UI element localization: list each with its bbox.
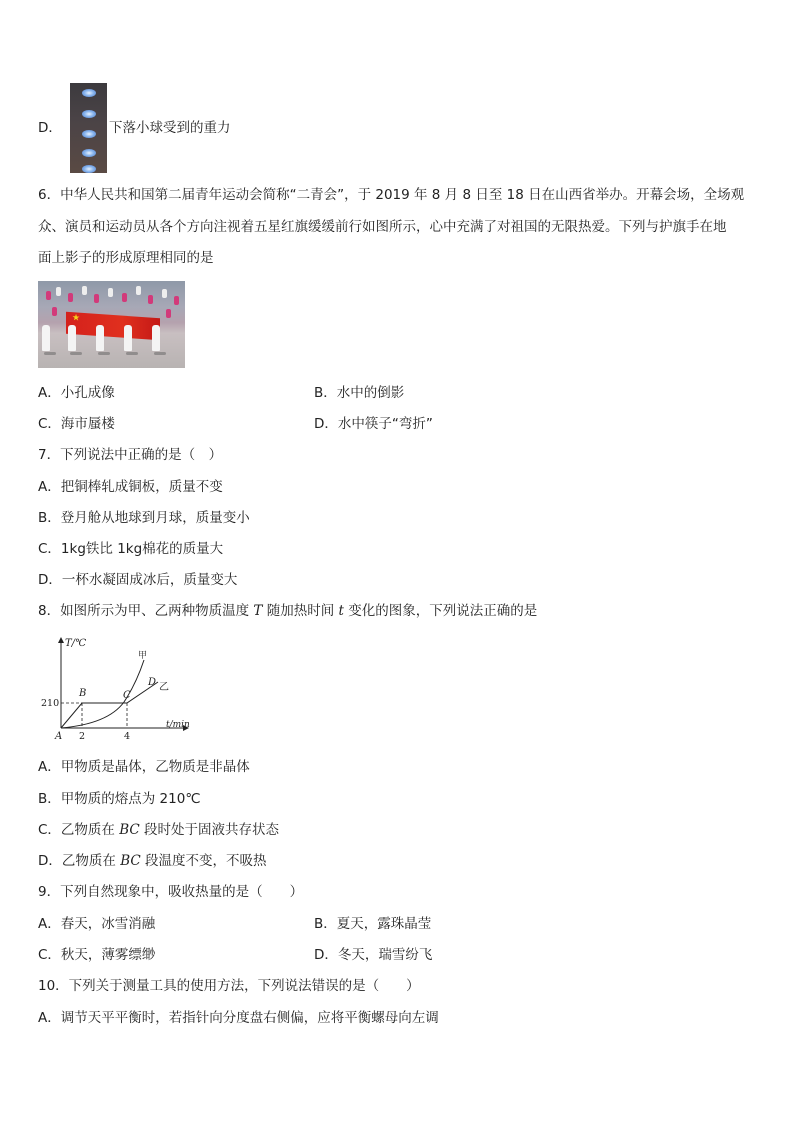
q8-option-b: B．甲物质的熔点为 210℃ (38, 791, 201, 807)
q8-option-a: A．甲物质是晶体，乙物质是非晶体 (38, 759, 250, 775)
q6-option-b: B．水中的倒影 (314, 385, 405, 401)
q8-option-d-pre: D．乙物质在 (38, 853, 121, 869)
q7-option-a: A．把铜棒轧成铜板，质量不变 (38, 479, 223, 495)
y-axis-label: T/℃ (65, 638, 87, 649)
y-tick-210: 210 (41, 698, 60, 709)
q8-stem-mid: 随加热时间 (262, 603, 339, 619)
q9-option-c: C．秋天，薄雾缥缈 (38, 947, 156, 963)
flag-parade-photo (38, 281, 185, 368)
q8-stem-pre: 8．如图所示为甲、乙两种物质温度 (38, 603, 254, 619)
flag-bearer (96, 325, 104, 351)
point-a-label: A (55, 731, 63, 742)
performer (82, 286, 87, 295)
q7-option-d: D．一杯水凝固成冰后，质量变大 (38, 572, 238, 588)
q8-option-d (38, 851, 267, 871)
ball-image-1 (82, 89, 96, 97)
q9-option-b: B．夏天，露珠晶莹 (314, 916, 432, 932)
curve-jia (61, 660, 144, 728)
bearer-shadow (70, 352, 82, 355)
flag-bearer (124, 325, 132, 351)
q9-option-d: D．冬天，瑞雪纷飞 (314, 947, 433, 963)
bearer-shadow (126, 352, 138, 355)
performer (46, 291, 51, 300)
q8-option-c-segment: BC (119, 822, 140, 838)
q6-option-d: D．水中筷子“弯折” (314, 416, 433, 432)
national-flag (66, 312, 160, 341)
x-tick-4: 4 (124, 731, 131, 742)
q8-stem-post: 变化的图象，下列说法正确的是 (343, 603, 538, 619)
q7-option-c: C．1kg铁比 1kg棉花的质量大 (38, 541, 224, 557)
performer (108, 288, 113, 297)
q5-option-d-text: 下落小球受到的重力 (109, 120, 231, 136)
point-b-label: B (79, 688, 87, 699)
q8-option-c (38, 820, 279, 840)
q9-option-a: A．春天，冰雪消融 (38, 916, 156, 932)
performer (148, 295, 153, 304)
bearer-shadow (98, 352, 110, 355)
curve-yi (61, 682, 158, 728)
q6-stem-line-2: 众、演员和运动员从各个方向注视着五星红旗缓缓前行如图所示，心中充满了对祖国的无限热爱。下列与护旗手在地 (38, 219, 727, 235)
temperature-time-graph (38, 632, 198, 744)
ball-image-3 (82, 130, 96, 138)
performer (136, 286, 141, 295)
point-d-label: D (148, 677, 157, 688)
q10-option-a: A．调节天平平衡时，若指针向分度盘右侧偏，应将平衡螺母向左调 (38, 1010, 439, 1026)
q8-option-c-post: 段时处于固液共存状态 (139, 822, 280, 838)
q8-option-d-post: 段温度不变，不吸热 (140, 853, 267, 869)
performer (166, 309, 171, 318)
ball-image-5 (82, 165, 96, 173)
q7-stem: 7．下列说法中正确的是（ ） (38, 447, 223, 463)
ball-image-4 (82, 149, 96, 157)
q5-option-d-label: D． (38, 120, 62, 136)
curve-yi-label: 乙 (159, 682, 169, 693)
x-tick-2: 2 (79, 731, 86, 742)
performer (122, 293, 127, 302)
q8-stem (38, 601, 537, 621)
x-axis-label: t/min (166, 720, 190, 730)
q9-stem: 9．下列自然现象中，吸收热量的是（ ） (38, 884, 304, 900)
star-icon: ★ (72, 313, 81, 324)
performer (68, 293, 73, 302)
q6-option-a: A．小孔成像 (38, 385, 115, 401)
q6-stem-line-1: 6．中华人民共和国第二届青年运动会简称“二青会”，于 2019 年 8 月 8 日至 18 日在山西省举办。开幕会场，全场观 (38, 187, 745, 203)
ball-image-2 (82, 110, 96, 118)
performer (174, 296, 179, 305)
q7-option-b: B．登月舱从地球到月球，质量变小 (38, 510, 250, 526)
flag-bearer (42, 325, 50, 351)
bearer-shadow (44, 352, 56, 355)
flag-bearer (152, 325, 160, 351)
q8-option-c-pre: C．乙物质在 (38, 822, 120, 838)
curve-jia-label: 甲 (138, 651, 148, 661)
point-c-label: C (123, 690, 131, 701)
performer (162, 289, 167, 298)
bearer-shadow (154, 352, 166, 355)
performer (56, 287, 61, 296)
performer (94, 294, 99, 303)
q8-option-d-segment: BC (120, 853, 141, 869)
falling-ball-photo (70, 83, 107, 173)
performer (52, 307, 57, 316)
flag-bearer (68, 325, 76, 351)
q8-stem-var-t: t (338, 603, 344, 619)
q8-stem-var-T: T (253, 603, 263, 619)
q6-option-c: C．海市蜃楼 (38, 416, 115, 432)
q10-stem: 10．下列关于测量工具的使用方法，下列说法错误的是（ ） (38, 978, 420, 994)
q6-stem-line-3: 面上影子的形成原理相同的是 (38, 250, 214, 266)
